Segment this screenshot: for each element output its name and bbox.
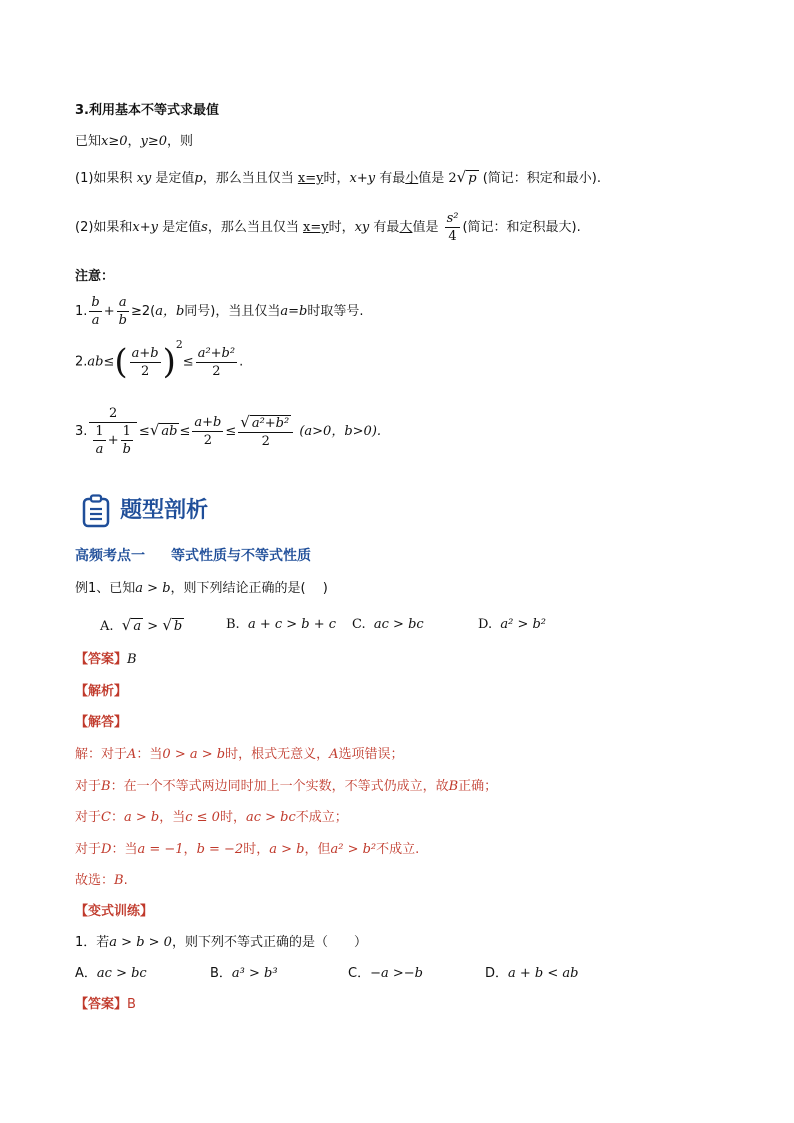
option-expr: −a >−b bbox=[370, 966, 423, 981]
text: ：当 bbox=[111, 842, 138, 857]
plus-sign: + bbox=[107, 433, 119, 448]
gt-sign: > bbox=[147, 619, 159, 634]
given-post: ，则 bbox=[167, 134, 194, 149]
frac-num bbox=[238, 415, 293, 433]
option-a-label: A. bbox=[100, 619, 114, 634]
option-d-expr: a² > b² bbox=[500, 617, 547, 632]
frac-den: 2 bbox=[261, 434, 270, 449]
rule-1-condition: x=y bbox=[297, 171, 324, 186]
rule-1-text-f: 值是 bbox=[418, 171, 445, 186]
text: 时，根式无意义， bbox=[225, 747, 330, 762]
sqrt-sign: √ bbox=[149, 421, 160, 439]
note-1-tail-a: ≥2( bbox=[130, 304, 156, 319]
text: ：当 bbox=[136, 747, 163, 762]
text: 不成立； bbox=[295, 810, 348, 825]
solution-tag: 【解答】 bbox=[75, 715, 128, 730]
rule-2-text-a: (2)如果和 bbox=[75, 220, 133, 235]
frac-den: b bbox=[122, 442, 131, 457]
frac-num: b bbox=[91, 295, 100, 310]
option-b-expr: a + c > b + c bbox=[247, 617, 337, 632]
solution-line-5 bbox=[75, 874, 128, 887]
le-sign: ≤ bbox=[103, 354, 115, 370]
le-sign: ≤ bbox=[225, 424, 237, 439]
answer-tag: 【答案】 bbox=[75, 997, 128, 1012]
le-sign: ≤ bbox=[179, 424, 191, 439]
note-2-end: . bbox=[239, 354, 244, 370]
rule-2-frac-den: 4 bbox=[448, 229, 457, 244]
variant-option-c bbox=[348, 967, 423, 980]
var: A bbox=[127, 747, 137, 762]
answer-line bbox=[75, 653, 137, 666]
text: 对于 bbox=[75, 810, 102, 825]
option-b bbox=[226, 618, 336, 631]
radicand: b bbox=[173, 619, 183, 634]
given-y-cond: y≥0 bbox=[140, 134, 168, 149]
rule-2-condition: x=y bbox=[302, 220, 329, 235]
option-d bbox=[478, 618, 546, 631]
note-1 bbox=[75, 296, 363, 327]
sqrt-sign: √ bbox=[240, 413, 250, 431]
frac-num: a+b bbox=[194, 415, 222, 430]
answer-value: B bbox=[127, 997, 136, 1012]
note-2-frac-mean bbox=[130, 347, 161, 378]
text: ： bbox=[110, 810, 124, 825]
var: B bbox=[101, 779, 111, 794]
rule-1-text-e: 有最 bbox=[379, 171, 406, 186]
rule-1-sum: x+y bbox=[349, 171, 376, 186]
text: ，则下列不等式正确的是（ ） bbox=[171, 935, 367, 950]
note-1-index: 1. bbox=[75, 304, 88, 319]
solution-line-2 bbox=[75, 780, 497, 793]
radicand: a bbox=[133, 619, 142, 634]
frac-den: 2 bbox=[203, 433, 212, 448]
q-pre: 例1、已知 bbox=[75, 581, 136, 596]
le-sign: ≤ bbox=[182, 354, 194, 370]
given-line bbox=[75, 135, 193, 148]
note-3-condition: (a>0，b>0). bbox=[299, 424, 382, 439]
frac-num: 1 bbox=[95, 424, 104, 439]
math: a > b > 0 bbox=[109, 935, 172, 950]
topic-title: 等式性质与不等式性质 bbox=[171, 548, 311, 564]
solution-line-4 bbox=[75, 843, 419, 856]
text: 选项错误； bbox=[338, 747, 404, 762]
frac-den: a bbox=[91, 313, 100, 328]
rule-2-note: (简记：和定积最大). bbox=[462, 220, 581, 235]
var: D bbox=[101, 842, 112, 857]
le-sign: ≤ bbox=[138, 424, 150, 439]
text: 对于 bbox=[75, 779, 102, 794]
option-d-label: D. bbox=[478, 617, 493, 632]
math: a² > b² bbox=[330, 842, 377, 857]
rule-2-text-c: ，那么当且仅当 bbox=[207, 220, 299, 235]
frac-den: 2 bbox=[141, 363, 150, 379]
text: 1．若 bbox=[75, 935, 110, 950]
rule-2-text-e: 有最 bbox=[373, 220, 400, 235]
note-3-harmonic bbox=[89, 407, 137, 456]
example-1-question bbox=[75, 582, 328, 595]
text: 对于 bbox=[75, 842, 102, 857]
frac-num: a²+b² bbox=[197, 345, 236, 361]
rule-1-note: (简记：积定和最小). bbox=[482, 171, 601, 186]
rule-2 bbox=[75, 212, 581, 243]
analysis-tag: 【解析】 bbox=[75, 684, 128, 699]
text: . bbox=[123, 873, 128, 888]
rule-2-xy: xy bbox=[354, 220, 370, 235]
note-1-ab: a，b bbox=[155, 304, 185, 319]
text: ：在一个不等式两边同时加上一个实数，不等式仍成立，故 bbox=[110, 779, 449, 794]
sqrt-sign: √ bbox=[456, 168, 467, 186]
rule-1-text-b: 是定值 bbox=[155, 171, 195, 186]
rule-1-min: 小 bbox=[405, 171, 419, 186]
option-c-label: C. bbox=[352, 617, 366, 632]
text: ，但 bbox=[304, 842, 331, 857]
answer-value: B bbox=[127, 652, 137, 667]
q-cond: a > b bbox=[135, 581, 171, 596]
rule-2-text-b: 是定值 bbox=[162, 220, 202, 235]
text: ， bbox=[183, 842, 197, 857]
text: 故选： bbox=[75, 873, 115, 888]
option-label: B． bbox=[210, 966, 232, 981]
note-2-index: 2. bbox=[75, 354, 88, 370]
text: 不成立. bbox=[376, 842, 420, 857]
rule-1 bbox=[75, 170, 601, 185]
math: a > b bbox=[269, 842, 305, 857]
var: A bbox=[329, 747, 339, 762]
radicand: a²+b² bbox=[251, 416, 290, 431]
variant-option-d bbox=[485, 967, 578, 980]
text: 正确； bbox=[458, 779, 498, 794]
rule-2-text-f: 值是 bbox=[412, 220, 439, 235]
frac-1-b bbox=[121, 425, 133, 456]
option-label: A． bbox=[75, 966, 97, 981]
rule-1-value-coef: 2 bbox=[448, 171, 457, 186]
left-paren: ( bbox=[114, 342, 128, 382]
text: ，当 bbox=[159, 810, 186, 825]
note-2-ab: ab bbox=[87, 354, 104, 370]
given-x-cond: x≥0 bbox=[101, 134, 128, 149]
note-3-geo-mean: ab bbox=[161, 424, 178, 439]
variant-answer-line bbox=[75, 998, 136, 1011]
variant-tag: 【变式训练】 bbox=[75, 904, 154, 919]
option-c-expr: ac > bc bbox=[373, 617, 424, 632]
note-2-frac-quad bbox=[196, 347, 237, 378]
note-3 bbox=[75, 407, 381, 456]
topic-line bbox=[75, 549, 311, 563]
solution-line-3 bbox=[75, 811, 348, 824]
rule-2-frac-num: s² bbox=[446, 211, 459, 226]
solution-line-1 bbox=[75, 748, 404, 761]
var: C bbox=[101, 810, 111, 825]
frac-1-a bbox=[93, 425, 105, 456]
section-header bbox=[82, 494, 208, 528]
frac-num: a+b bbox=[131, 345, 159, 361]
section-title: 题型剖析 bbox=[120, 498, 209, 523]
variant-question bbox=[75, 936, 367, 949]
given-pre: 已知 bbox=[75, 134, 102, 149]
math: a = −1 bbox=[137, 842, 184, 857]
note-3-arith-mean bbox=[192, 416, 223, 447]
rule-2-max: 大 bbox=[399, 220, 413, 235]
frac-num: 1 bbox=[121, 425, 133, 441]
note-1-frac-a-b bbox=[117, 296, 129, 327]
note-1-eq: a=b bbox=[280, 304, 308, 319]
option-c bbox=[352, 618, 424, 631]
frac-num: a bbox=[117, 296, 129, 312]
frac-den: 2 bbox=[212, 363, 221, 379]
rule-1-radicand: p bbox=[468, 171, 477, 186]
rule-1-text-c: ，那么当且仅当 bbox=[202, 171, 294, 186]
rule-1-xy: xy bbox=[136, 171, 152, 186]
answer-tag: 【答案】 bbox=[75, 652, 128, 667]
plus-sign: + bbox=[103, 304, 115, 319]
frac-num: 2 bbox=[89, 407, 137, 423]
q-post: ，则下列结论正确的是( ) bbox=[170, 581, 328, 596]
note-3-index: 3. bbox=[75, 424, 88, 439]
sqrt-sign: √ bbox=[121, 616, 132, 634]
note-3-quad-mean bbox=[238, 415, 293, 448]
rule-1-text-a: (1)如果积 bbox=[75, 171, 133, 186]
rule-2-fraction bbox=[445, 212, 461, 243]
option-label: D． bbox=[485, 966, 509, 981]
frac-den: b bbox=[118, 313, 127, 328]
frac-den: a bbox=[95, 442, 104, 457]
option-expr: a³ > b³ bbox=[231, 966, 278, 981]
note-1-frac-b-a bbox=[89, 296, 101, 327]
clipboard-list-icon bbox=[82, 494, 110, 528]
note-1-tail-c: 时取等号. bbox=[307, 304, 364, 319]
section-3-title: 3.利用基本不等式求最值 bbox=[75, 103, 219, 118]
option-expr: ac > bc bbox=[96, 966, 147, 981]
rule-2-text-d: 时， bbox=[328, 220, 355, 235]
variant-option-a bbox=[75, 967, 147, 980]
rule-2-s: s bbox=[201, 220, 208, 235]
variant-option-b bbox=[210, 967, 278, 980]
text: 解：对于 bbox=[75, 747, 128, 762]
math: c ≤ 0 bbox=[185, 810, 220, 825]
note-2-square: 2 bbox=[175, 338, 183, 352]
note-2 bbox=[75, 338, 244, 382]
frac-den bbox=[89, 423, 137, 456]
option-b-label: B. bbox=[226, 617, 240, 632]
given-sep: ， bbox=[127, 134, 141, 149]
text: 时， bbox=[219, 810, 246, 825]
option-expr: a + b < ab bbox=[508, 966, 579, 981]
math: b = −2 bbox=[196, 842, 244, 857]
math: ac > bc bbox=[245, 810, 296, 825]
rule-2-sum: x+y bbox=[132, 220, 158, 235]
var: B bbox=[114, 873, 124, 888]
note-1-tail-b: 同号)，当且仅当 bbox=[184, 304, 281, 319]
math: a > b bbox=[123, 810, 160, 825]
sqrt-sign: √ bbox=[162, 616, 172, 634]
notes-title: 注意： bbox=[75, 269, 115, 284]
right-paren: ) bbox=[162, 342, 176, 382]
text: 时， bbox=[243, 842, 270, 857]
rule-1-text-d: 时， bbox=[323, 171, 350, 186]
math: 0 > a > b bbox=[162, 747, 226, 762]
rule-1-p: p bbox=[194, 171, 203, 186]
option-label: C． bbox=[348, 966, 371, 981]
var: B bbox=[448, 779, 459, 794]
topic-label: 高频考点一 bbox=[75, 548, 145, 564]
option-a bbox=[100, 618, 184, 633]
